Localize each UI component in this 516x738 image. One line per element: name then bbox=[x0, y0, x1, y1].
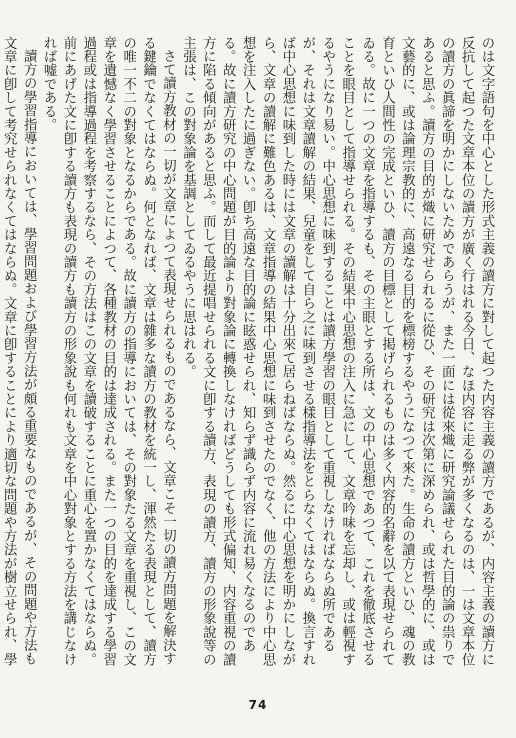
page-number: 74 bbox=[248, 698, 268, 712]
paragraph-2: さて讀方教材の一切が文章によつて表現せられるものであるなら、文章こそ一切の讀方問題を解決する鍵鑰でなくてはならぬ。何となれば、文章は雜多な讀方の教材を統一し、渾然たる表現として、讀方の唯一不二の對象となるからである。故に讀方の指導においては、その對象たる文章を重視し、この文章を遺憾なく學習させることによつて、各種教材の目的は達成される。また一つの目的を達成する學習過程或は指導過程を考察するなら、その方法はこの文章を讀破することに重心を置かなくてはならぬ。前にあげた文に卽する讀方も表現の讀方も讀方の形象說も何れも文章を中心對象とする方法を講じなければ嘘である。 bbox=[41, 36, 176, 667]
paragraph-1: のは文字語句を中心とした形式主義の讀方に對して起つた内容主義の讀方であるが、内容主義の讀方に反抗して起つた文章本位の讀方が廣く行はれる今日、なほ内容に走る弊が多くなるのは、一は文章本位の讀方の眞諦を明かにしないためであらうが、また一面には從來熾に研究論議せられた目的論の祟りであると思ふ。讀方の目的が熾に研究せられるに從ひ、その研究は次第に深められ、或は哲學的に、或は文藝的に、或は論理宗教的に、高遠なる目的を標榜するやうになつて來た。生命の讀方といひ、魂の教育といひ人間性の完成といひ、讀方の目標として掲げられるものは多く内容的名辭を以て表現せられてゐる。故に一つの文章を指導するも、その主眼とする所は、文の中心思想であつて、これを徹底させることを眼目として指導せられる。その結果中心思想の注入に急にして、文章吟味を忘却し、或は輕視するやうになり易い。中心思想に味到することは讀方學習の眼目として重視しなければならぬ所であるが、それは文章讀解の結果、兒童をして自ら之に味到させる樣指導法をとらなくてはならぬ。換言すれば中心思想に味到した時には文章の讀解は十分出來て居らねばならぬ。然るに中心思想を明かにしながら、文章の讀解に難色あるは、文章指導の結果中心思想に味到させたのでなく、他の方法により中心思想を注入したに過ぎない。卽ち高遠な目的論に眩惑せられ、知らず識らず内容に流れ易くなるのである。故に讀方研究の中心問題が目的論より對象論に轉換しなければどうしても形式偏知、内容重視の讀方に陷る傾向があると思ふ。而して最近提唱せられる文に卽する讀方、表現の讀方、讀方の形象說等の主張は、この對象論を基調としてゐるやうに思はれる。 bbox=[180, 36, 494, 667]
body-text bbox=[1, 36, 496, 676]
paragraph-3: 讀方の學習指導においては、學習問題および學習方法が頗る重要なものであるが、その問題や方法も文章に卽して考究せられなくてはならぬ。文章に卽することにより適切な問題や方法が樹立せられ、學 bbox=[1, 36, 37, 667]
